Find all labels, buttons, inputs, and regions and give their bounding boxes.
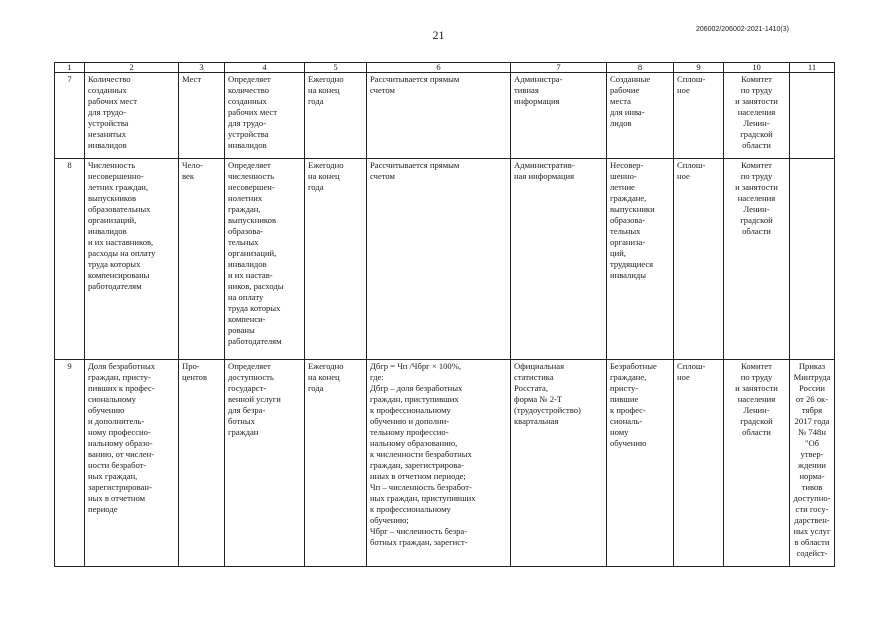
table-row	[55, 159, 835, 360]
indicator-definition: Определяет количество созданных рабочих мест для трудо- устройства инвалидов	[225, 73, 305, 159]
observation-object: Созданные рабочие места для инва- лидов	[607, 73, 674, 159]
indicators-table	[54, 62, 835, 567]
indicator-definition: Определяет доступность государст- венной услуги для безра- ботных граждан	[225, 360, 305, 567]
calculation-method: Рассчитывается прямым счетом	[367, 159, 511, 360]
column-header: 9	[674, 63, 724, 73]
row-number: 8	[55, 159, 85, 360]
responsible-body: Комитет по труду и занятости населения Ленин- градской области	[724, 73, 790, 159]
calculation-method: Рассчитывается прямым счетом	[367, 73, 511, 159]
column-header: 5	[305, 63, 367, 73]
observation-object: Безработные граждане, присту- пившие к профес- сиональ- ному обучению	[607, 360, 674, 567]
column-header: 7	[511, 63, 607, 73]
column-header: 4	[225, 63, 305, 73]
responsible-body: Комитет по труду и занятости населения Ленин- градской области	[724, 360, 790, 567]
unit: Про- центов	[179, 360, 225, 567]
row-number: 7	[55, 73, 85, 159]
column-header: 1	[55, 63, 85, 73]
observation-object: Несовер- шенно- летние граждане, выпускники образова- тельных организа- ций, трудящиеся инвалиды	[607, 159, 674, 360]
indicator-definition: Определяет численность несовершен- нолетних граждан, выпускников образова- тельных организаций, инвалидов и их настав- ников, расходы на оплату труда которых компенси- рованы работодателям	[225, 159, 305, 360]
header-row	[55, 63, 835, 73]
coverage: Сплош- ное	[674, 159, 724, 360]
column-header: 2	[85, 63, 179, 73]
data-source: Официальная статистика Росстата, форма № 2-Т (трудоустройство) квартальная	[511, 360, 607, 567]
table-row	[55, 73, 835, 159]
column-header: 6	[367, 63, 511, 73]
legal-basis	[790, 73, 835, 159]
indicator-name: Численность несовершенно- летних граждан, выпускников образовательных организаций, инвалидов и их наставников, расходы на оплату труда которых компенсированы работодателям	[85, 159, 179, 360]
legal-basis: Приказ Минтруда России от 26 ок- тября 2017 года № 748н "Об утвер- ждении норма- тивов доступно- сти госу- дарствен- ных услуг в области содейст-	[790, 360, 835, 567]
document-code: 206002/206002-2021-1410(3)	[695, 26, 789, 33]
indicator-name: Доля безработных граждан, присту- пивших к профес- сиональному обучению и дополнитель- ному профессио- нальному образо- ванию, от числен- ности безработ- ных граждан, зарегистрирован- ных в отчетном периоде	[85, 360, 179, 567]
indicator-name: Количество созданных рабочих мест для трудо- устройства незанятых инвалидов	[85, 73, 179, 159]
period: Ежегодно на конец года	[305, 159, 367, 360]
responsible-body: Комитет по труду и занятости населения Ленин- градской области	[724, 159, 790, 360]
data-source: Администра- тивная информация	[511, 73, 607, 159]
table-row	[55, 360, 835, 567]
period: Ежегодно на конец года	[305, 360, 367, 567]
page-number: 21	[432, 28, 445, 42]
column-header: 11	[790, 63, 835, 73]
period: Ежегодно на конец года	[305, 73, 367, 159]
column-header: 3	[179, 63, 225, 73]
column-header: 10	[724, 63, 790, 73]
coverage: Сплош- ное	[674, 73, 724, 159]
column-header: 8	[607, 63, 674, 73]
legal-basis	[790, 159, 835, 360]
data-source: Административ- ная информация	[511, 159, 607, 360]
unit: Чело- век	[179, 159, 225, 360]
row-number: 9	[55, 360, 85, 567]
coverage: Сплош- ное	[674, 360, 724, 567]
calculation-method: Дбгр = Чп /Чбрг × 100%, где: Дбгр – доля безработных граждан, приступивших к профессиональному обучению и дополни- тельному профессио- нальному образованию, к численности безработных граждан, зарегистрирова- нных в отчетном периоде; Чп – численность безработ- ных граждан, приступивших к профессиональному обучению; Чбрг – численность безра- ботных граждан, зарегист-	[367, 360, 511, 567]
unit: Мест	[179, 73, 225, 159]
